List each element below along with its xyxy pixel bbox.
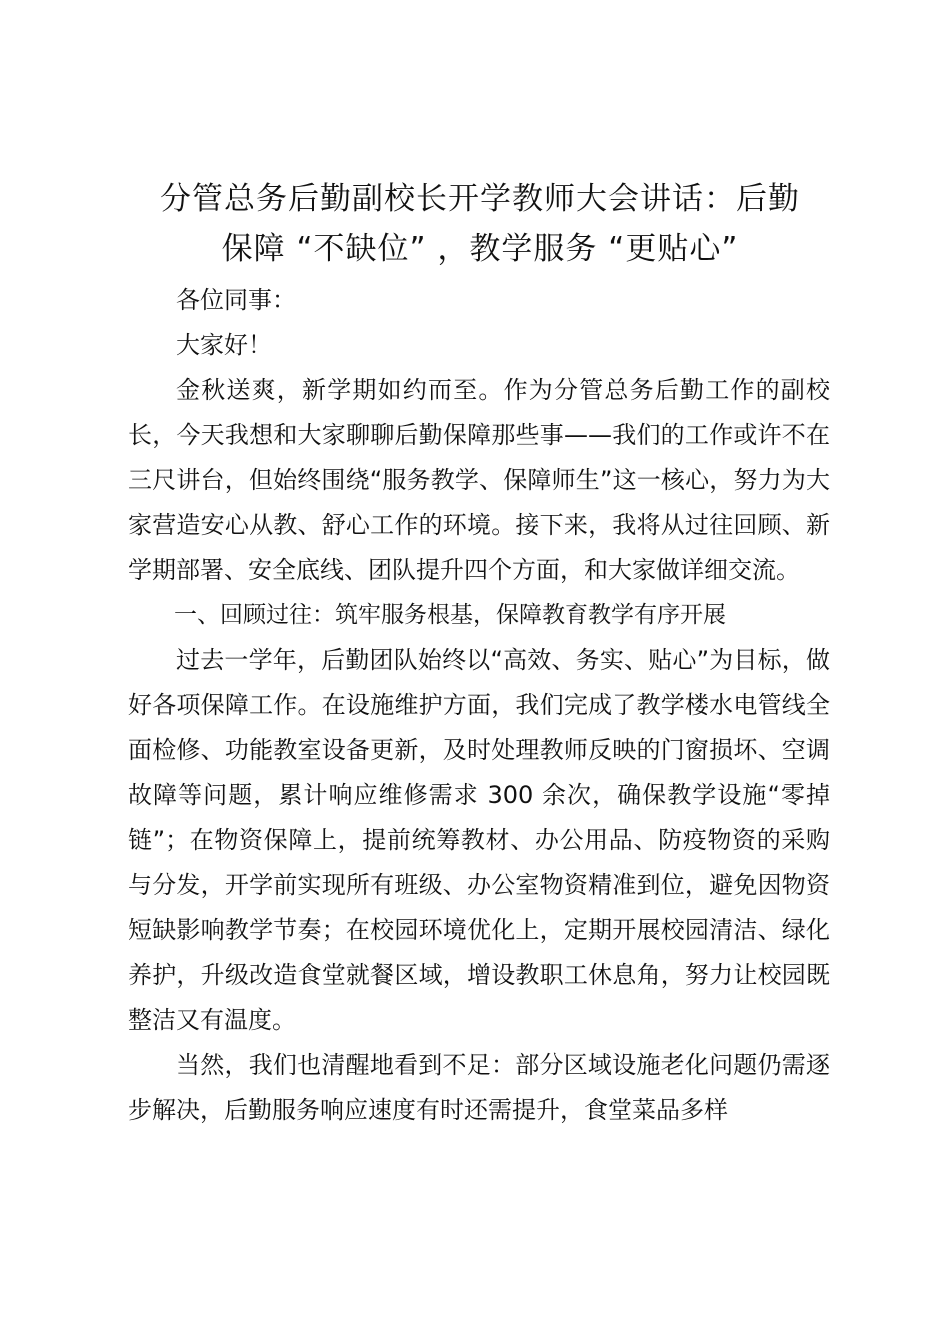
review-paragraph: 过去一学年，后勤团队始终以“高效、务实、贴心”为目标，做好各项保障工作。在设施维护方面，我们完成了教学楼水电管线全面检修、功能教室设备更新，及时处理教师反映的门窗损坏、空调故障等问题，累计响应维修需求 300 余次，确保教学设施“零掉链”；在物资保障上，提前统筹教材、办公用品、防疫物资的采购与分发，开学前实现所有班级、办公室物资精准到位，避免因物资短缺影响教学节奏；在校园环境优化上，定期开展校园清洁、绿化养护，升级改造食堂就餐区域，增设教职工休息角，努力让校园既整洁又有温度。 [128,646,830,1034]
document-body [128,278,830,1133]
shortcomings-paragraph: 当然，我们也清醒地看到不足：部分区域设施老化问题仍需逐步解决，后勤服务响应速度有时还需提升，食堂菜品多样 [128,1051,830,1124]
title-line-2: 保障 “不缺位” ，教学服务 “更贴心” [221,231,739,267]
title-line-1: 分管总务后勤副校长开学教师大会讲话：后勤 [160,181,800,217]
document-title [120,174,840,274]
greeting: 大家好！ [176,331,272,359]
intro-paragraph: 金秋送爽，新学期如约而至。作为分管总务后勤工作的副校长，今天我想和大家聊聊后勤保障那些事——我们的工作或许不在三尺讲台，但始终围绕“服务教学、保障师生”这一核心，努力为大家营造安心从教、舒心工作的环境。接下来，我将从过往回顾、新学期部署、安全底线、团队提升四个方面，和大家做详细交流。 [128,376,830,584]
salutation: 各位同事： [176,286,296,314]
section-heading-1: 一、回顾过往：筑牢服务根基，保障教育教学有序开展 [174,602,726,628]
